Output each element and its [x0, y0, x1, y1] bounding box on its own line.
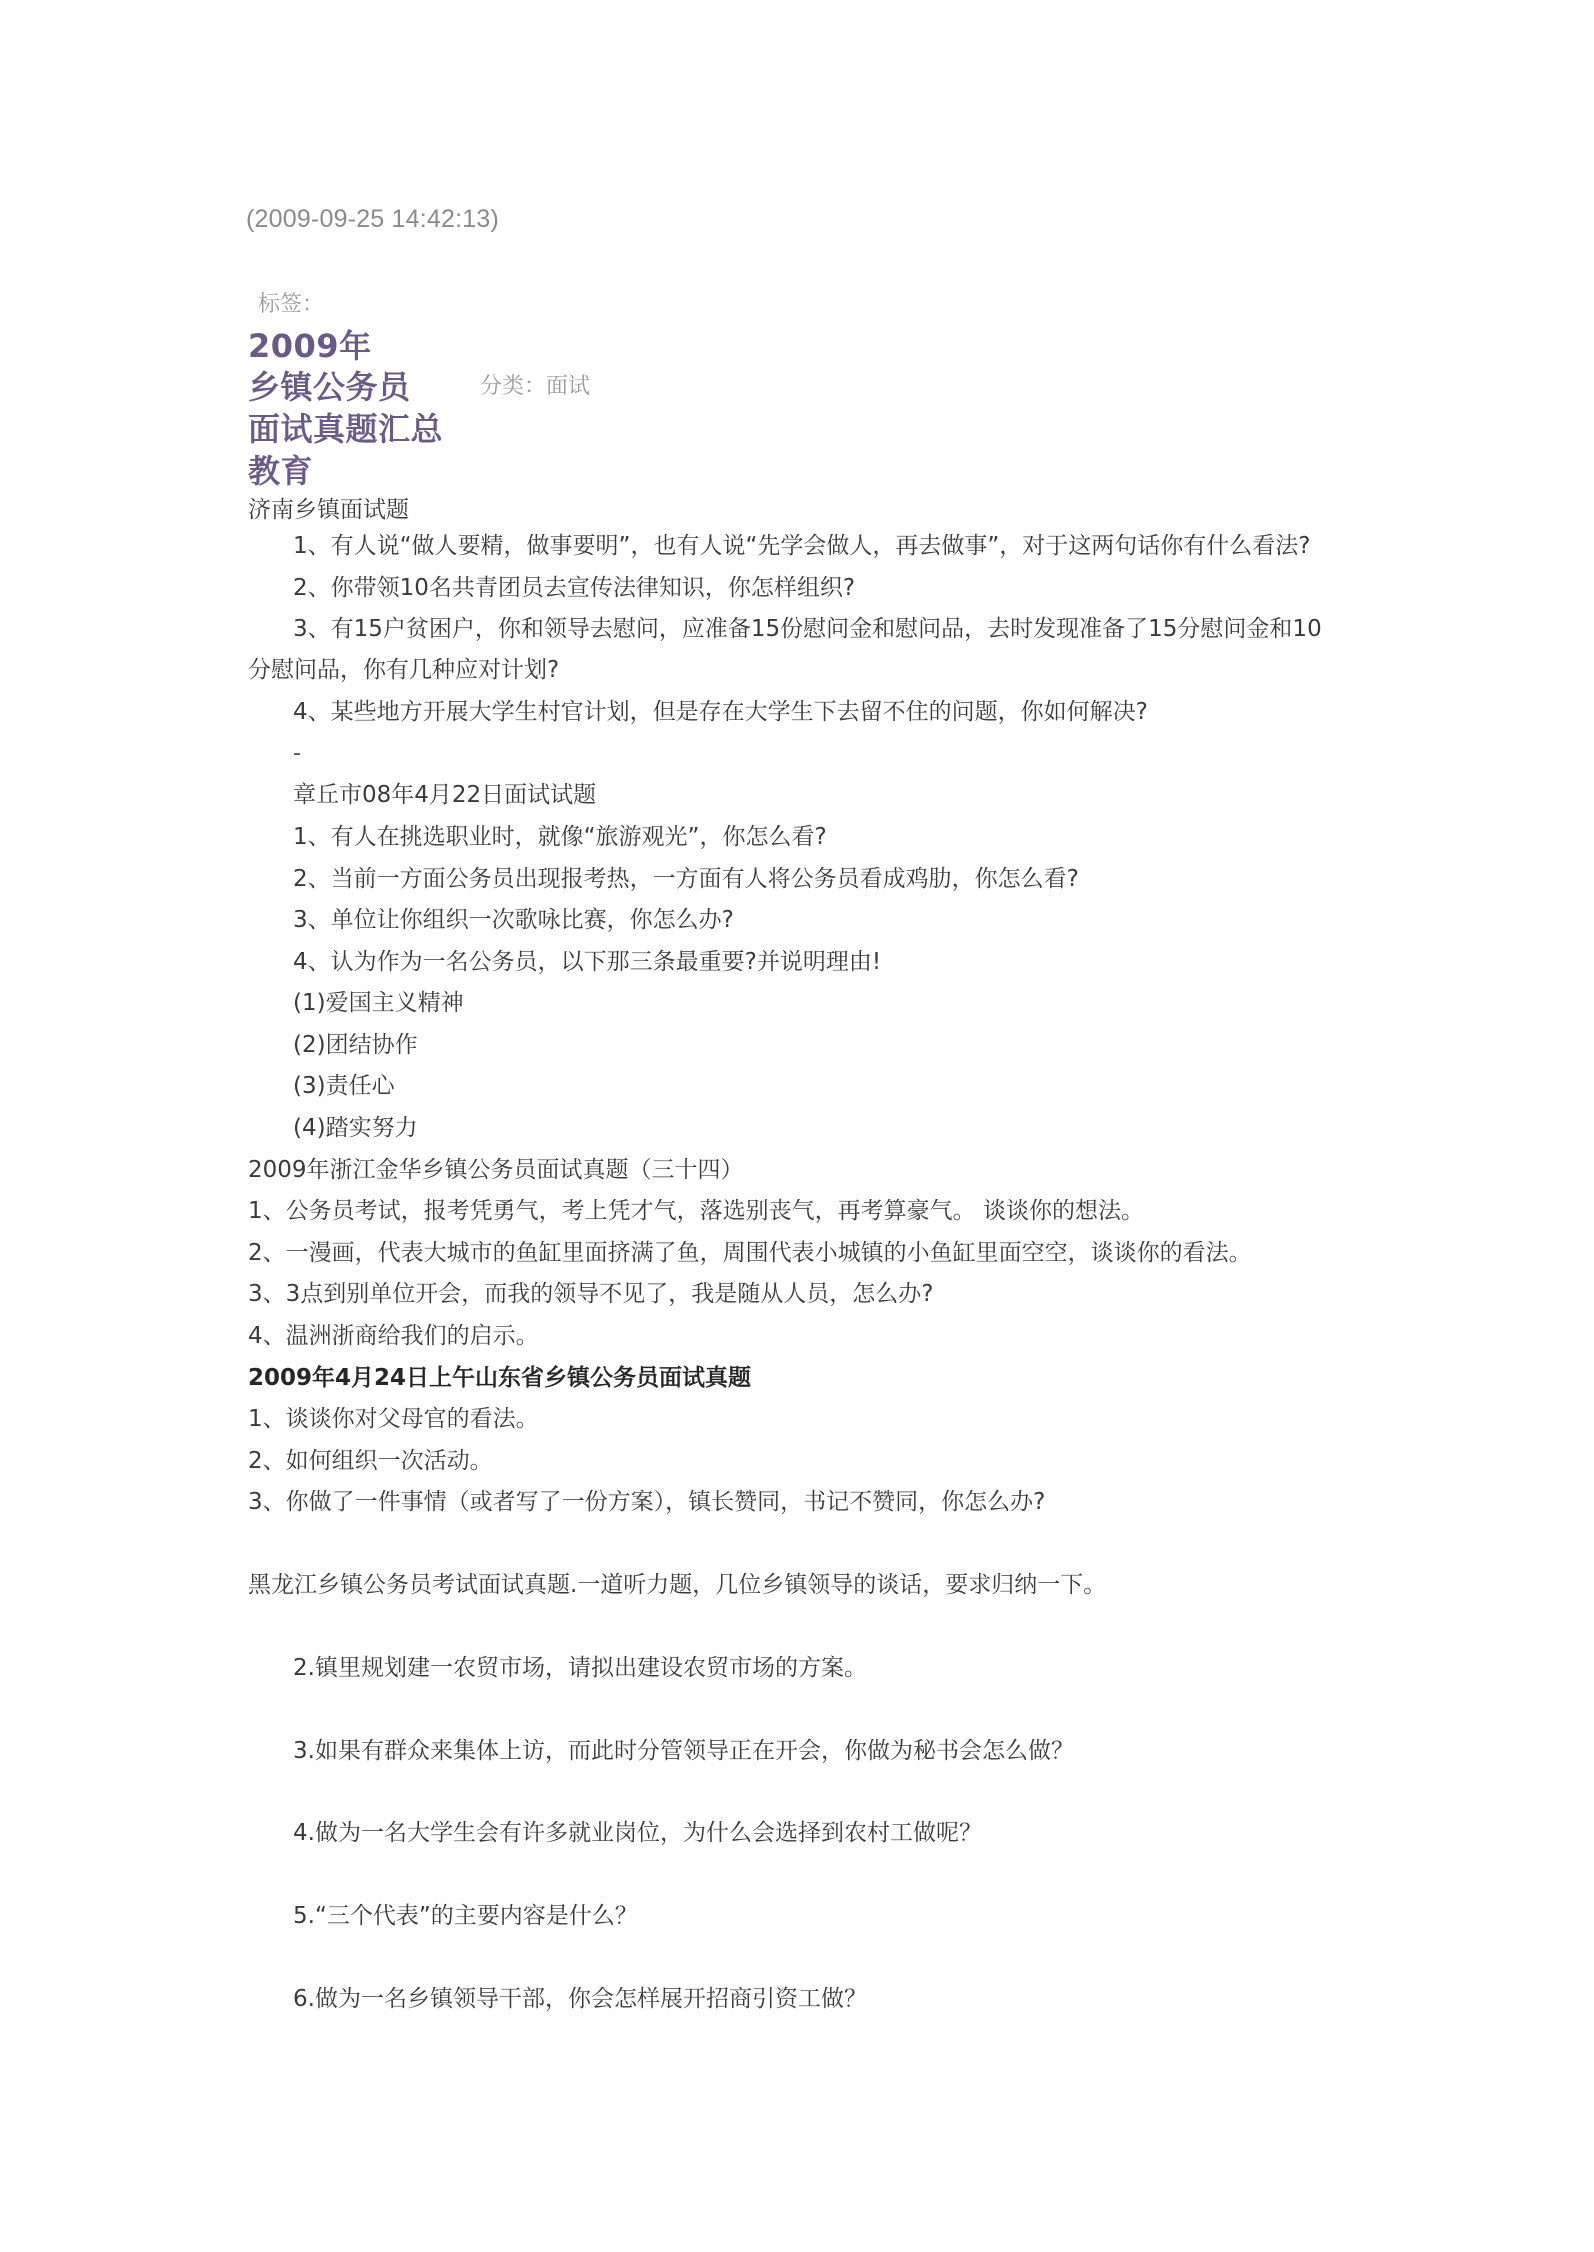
zhangqiu-question-4: 4、认为作为一名公务员，以下那三条最重要?并说明理由! — [293, 949, 882, 975]
separator-dash: - — [293, 741, 301, 766]
heilongjiang-question-5: 5.“三个代表”的主要内容是什么？ — [293, 1903, 638, 1929]
title-line-1: 2009年 — [248, 327, 372, 365]
zhangqiu-option-1: (1)爱国主义精神 — [293, 990, 464, 1016]
shandong-question-2: 2、如何组织一次活动。 — [248, 1448, 493, 1474]
heilongjiang-intro: 黑龙江乡镇公务员考试面试真题.一道听力题，几位乡镇领导的谈话，要求归纳一下。 — [248, 1572, 1107, 1598]
section-title-jinan: 济南乡镇面试题 — [248, 497, 409, 523]
heilongjiang-question-3: 3.如果有群众来集体上访，而此时分管领导正在开会，你做为秘书会怎么做？ — [293, 1738, 1074, 1764]
shandong-question-1: 1、谈谈你对父母官的看法。 — [248, 1406, 539, 1432]
section-title-jinhua: 2009年浙江金华乡镇公务员面试真题（三十四） — [248, 1157, 744, 1183]
title-line-4: 教育 — [248, 452, 314, 490]
category-label: 分类： — [480, 374, 547, 399]
zhangqiu-option-4: (4)踏实努力 — [293, 1115, 418, 1141]
jinan-question-3-continued: 分慰问品，你有几种应对计划? — [248, 657, 560, 683]
jinhua-question-3: 3、3点到别单位开会，而我的领导不见了，我是随从人员，怎么办? — [248, 1281, 934, 1307]
tags-label: 标签： — [258, 292, 325, 317]
zhangqiu-question-3: 3、单位让你组织一次歌咏比赛，你怎么办? — [293, 907, 734, 933]
heilongjiang-question-6: 6.做为一名乡镇领导干部，你会怎样展开招商引资工做？ — [293, 1986, 867, 2012]
heilongjiang-question-4: 4.做为一名大学生会有许多就业岗位，为什么会选择到农村工做呢？ — [293, 1820, 982, 1846]
shandong-question-3: 3、你做了一件事情（或者写了一份方案），镇长赞同，书记不赞同，你怎么办? — [248, 1489, 1046, 1515]
jinan-question-4: 4、某些地方开展大学生村官计划，但是存在大学生下去留不住的问题，你如何解决? — [293, 699, 1148, 725]
jinhua-question-1: 1、公务员考试，报考凭勇气，考上凭才气，落选别丧气，再考算豪气。 谈谈你的想法。 — [248, 1198, 1144, 1224]
jinan-question-3: 3、有15户贫困户，你和领导去慰问，应准备15份慰问金和慰问品，去时发现准备了15分慰问金和10 — [293, 616, 1322, 642]
title-line-2: 乡镇公务员 — [248, 368, 411, 406]
zhangqiu-option-3: (3)责任心 — [293, 1073, 395, 1099]
post-datetime: (2009-09-25 14:42:13) — [246, 205, 499, 233]
title-line-3: 面试真题汇总 — [248, 410, 444, 448]
heilongjiang-question-2: 2.镇里规划建一农贸市场，请拟出建设农贸市场的方案。 — [293, 1655, 867, 1681]
zhangqiu-question-2: 2、当前一方面公务员出现报考热，一方面有人将公务员看成鸡肋，你怎么看? — [293, 866, 1079, 892]
section-title-shandong: 2009年4月24日上午山东省乡镇公务员面试真题 — [248, 1365, 752, 1391]
zhangqiu-option-2: (2)团结协作 — [293, 1032, 418, 1058]
zhangqiu-question-1: 1、有人在挑选职业时，就像“旅游观光”，你怎么看? — [293, 824, 827, 850]
category-value: 面试 — [546, 374, 591, 399]
jinan-question-2: 2、你带领10名共青团员去宣传法律知识，你怎样组织? — [293, 575, 856, 601]
category — [480, 369, 590, 400]
jinan-question-1: 1、有人说“做人要精，做事要明”，也有人说“先学会做人，再去做事”，对于这两句话你有什么看法? — [293, 533, 1311, 559]
jinhua-question-2: 2、一漫画，代表大城市的鱼缸里面挤满了鱼，周围代表小城镇的小鱼缸里面空空，谈谈你的看法。 — [248, 1240, 1252, 1266]
jinhua-question-4: 4、温洲浙商给我们的启示。 — [248, 1323, 539, 1349]
section-title-zhangqiu: 章丘市08年4月22日面试试题 — [293, 782, 597, 808]
